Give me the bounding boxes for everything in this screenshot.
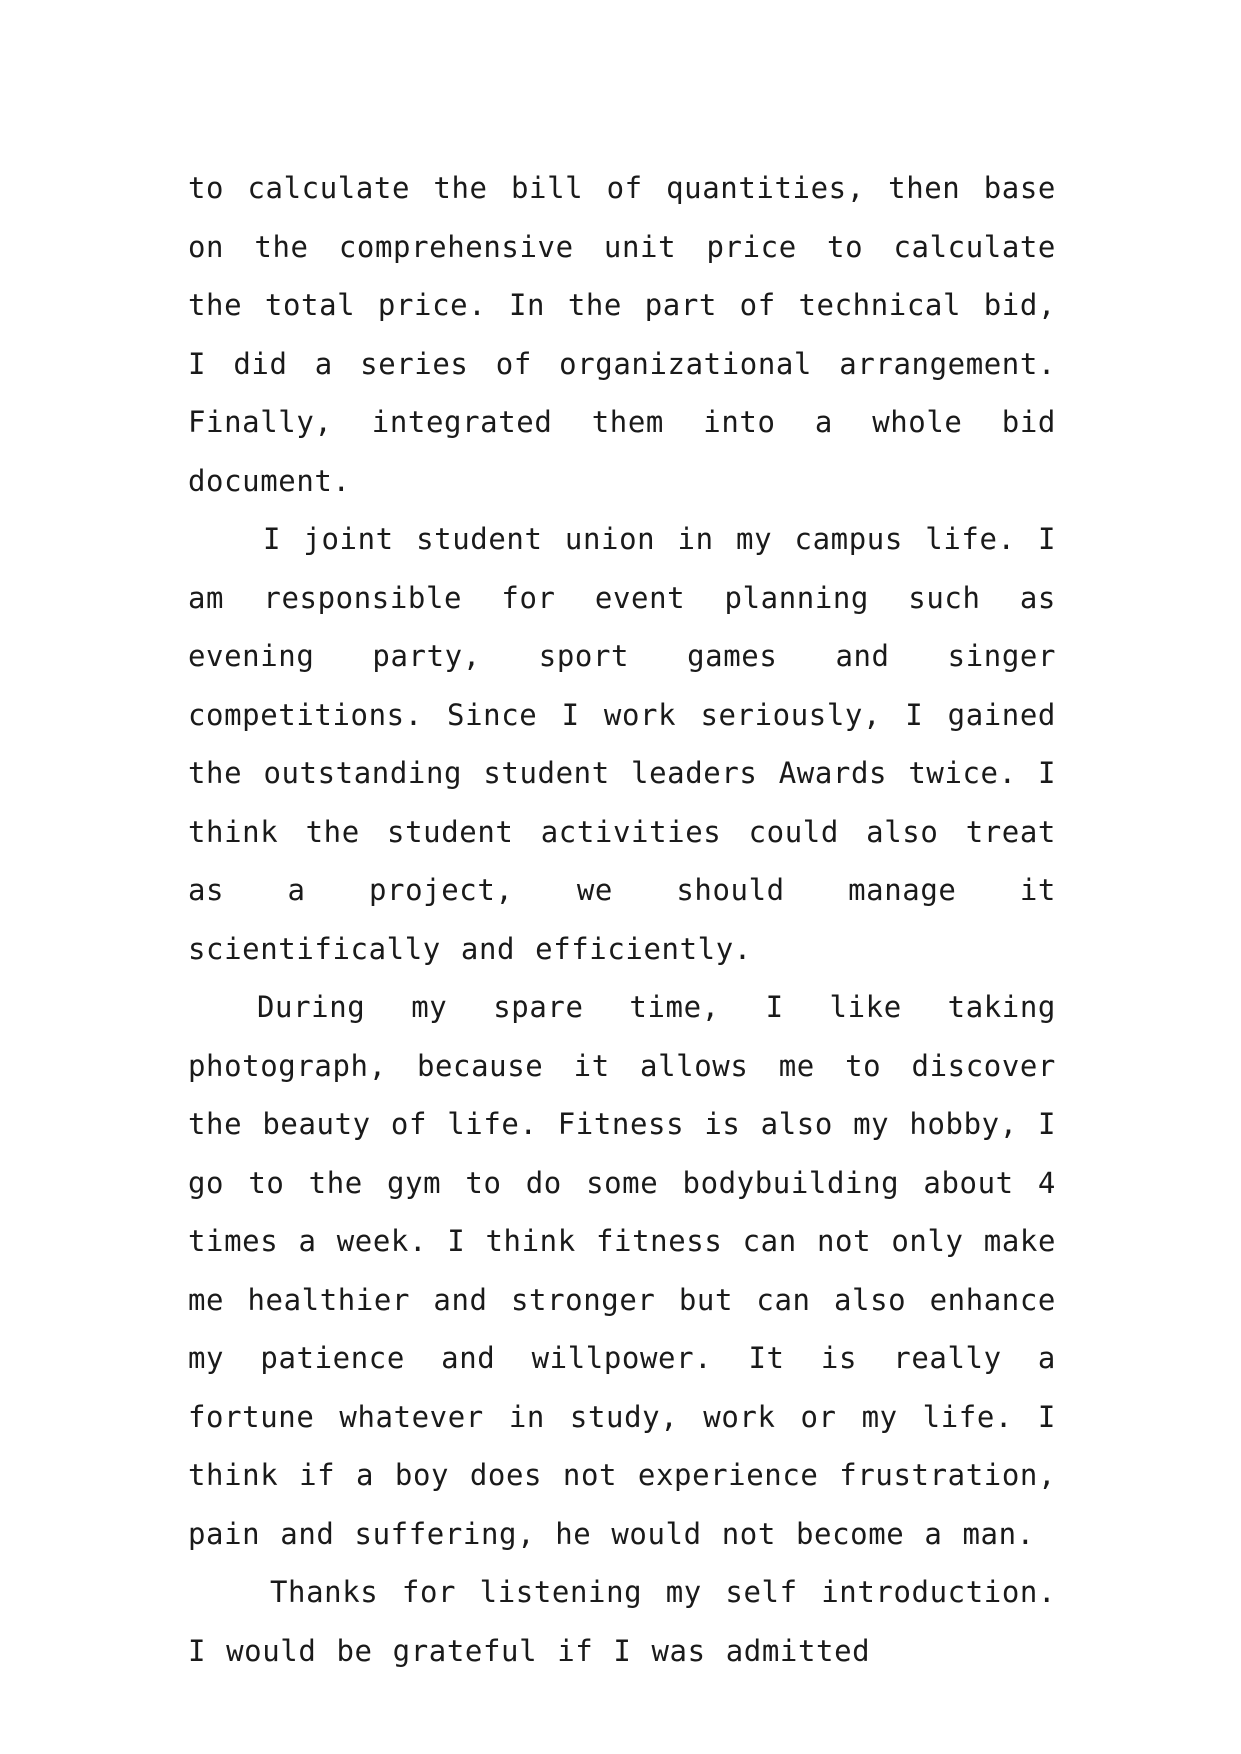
paragraph-closing: Thanks for listening my self introduction. I would be grateful if I was admitted <box>188 1575 1056 1668</box>
paragraph-bid-document: to calculate the bill of quantities, then base on the comprehensive unit price to calculate the total price. In the part of technical bid, I did a series of organizational arrangement. Finally, integrated them into a whole bid document. <box>188 171 1056 498</box>
document-body <box>188 159 1056 1680</box>
paragraph-student-union: I joint student union in my campus life. I am responsible for event planning such as evening party, sport games and singer competitions. Since I work seriously, I gained the outstanding student leaders Awards twice. I think the student activities could also treat as a project, we should manage it scientifically and efficiently. <box>188 522 1056 966</box>
paragraph-hobbies: During my spare time, I like taking photograph, because it allows me to discover the beauty of life. Fitness is also my hobby, I go to the gym to do some bodybuilding about 4 times a week. I think fitness can not only make me healthier and stronger but can also enhance my patience and willpower. It is really a fortune whatever in study, work or my life. I think if a boy does not experience frustration, pain and suffering, he would not become a man. <box>188 990 1056 1551</box>
